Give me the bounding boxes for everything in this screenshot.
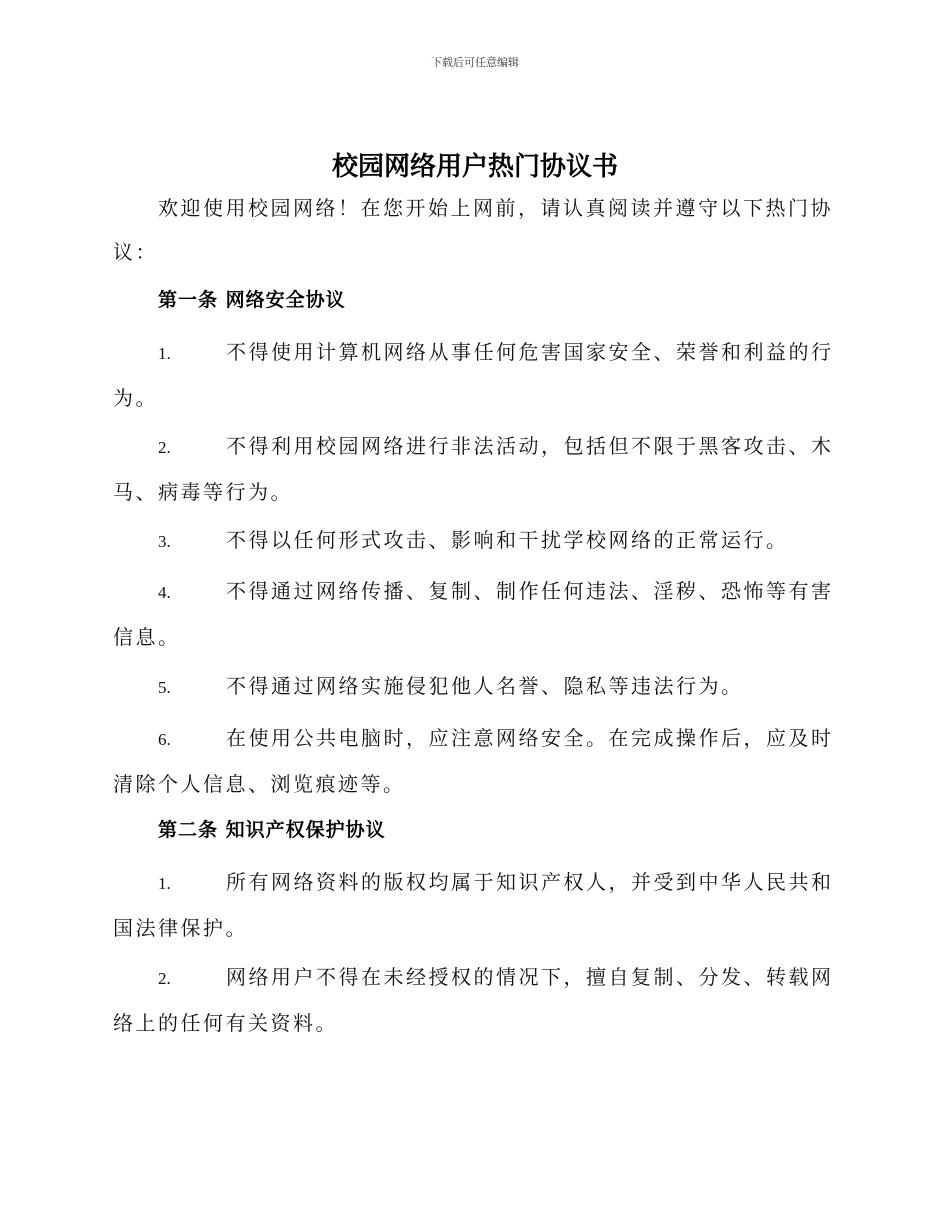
intro-paragraph: 欢迎使用校园网络！在您开始上网前，请认真阅读并遵守以下热门协议： <box>113 196 833 264</box>
item-text: 不得以任何形式攻击、影响和干扰学校网络的正常运行。 <box>226 528 789 552</box>
item-number: 2. <box>158 969 171 988</box>
item-text: 不得通过网络传播、复制、制作任何违法、淫秽、恐怖等有害信息。 <box>113 579 834 649</box>
list-item <box>113 860 837 950</box>
item-number: 4. <box>158 583 171 602</box>
list-item <box>113 664 837 710</box>
item-number: 2. <box>158 438 171 457</box>
list-item <box>113 716 837 806</box>
section-title-ip-protection: 第二条 知识产权保护协议 <box>158 819 386 841</box>
list-item <box>113 569 837 659</box>
page-header: 下载后可任意编辑 <box>431 56 519 69</box>
item-number: 3. <box>158 532 171 551</box>
item-text: 在使用公共电脑时，应注意网络安全。在完成操作后，应及时清除个人信息、浏览痕迹等。 <box>113 726 834 796</box>
item-text: 所有网络资料的版权均属于知识产权人，并受到中华人民共和国法律保护。 <box>113 870 834 940</box>
item-text: 不得使用计算机网络从事任何危害国家安全、荣誉和利益的行为。 <box>113 340 834 410</box>
item-number: 1. <box>158 344 171 363</box>
item-text: 网络用户不得在未经授权的情况下，擅自复制、分发、转载网络上的任何有关资料。 <box>113 965 834 1035</box>
item-number: 1. <box>158 874 171 893</box>
list-item <box>113 424 837 514</box>
item-number: 6. <box>158 730 171 749</box>
section-title-network-security: 第一条 网络安全协议 <box>158 289 346 311</box>
list-item <box>113 330 837 420</box>
list-item <box>113 518 837 564</box>
item-text: 不得通过网络实施侵犯他人名誉、隐私等违法行为。 <box>226 674 744 698</box>
item-number: 5. <box>158 678 171 697</box>
document-title: 校园网络用户热门协议书 <box>331 152 618 182</box>
item-text: 不得利用校园网络进行非法活动，包括但不限于黑客攻击、木马、病毒等行为。 <box>113 434 834 504</box>
list-item <box>113 955 837 1045</box>
